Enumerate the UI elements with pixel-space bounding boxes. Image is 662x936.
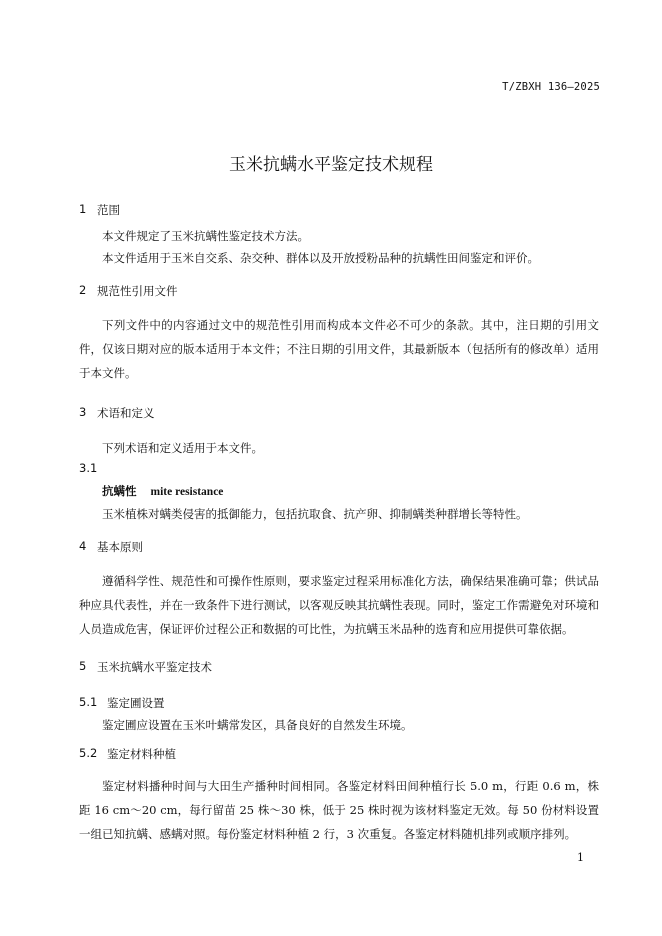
term-english: mite resistance bbox=[150, 486, 224, 498]
section-1-heading bbox=[79, 202, 599, 218]
paragraph: 下列文件中的内容通过文中的规范性引用而构成本文件必不可少的条款。其中，注日期的引用文件，仅该日期对应的版本适用于本文件；不注日期的引用文件，其最新版本（包括所有的修改单）适用于本文件。 bbox=[79, 318, 599, 380]
section-2-heading bbox=[79, 283, 599, 299]
subsection-title: 鉴定圃设置 bbox=[107, 696, 165, 710]
paragraph: 本文件规定了玉米抗螨性鉴定技术方法。 bbox=[102, 229, 309, 243]
standard-code: T/ZBXH 136—2025 bbox=[502, 81, 600, 93]
document-title: 玉米抗螨水平鉴定技术规程 bbox=[229, 155, 433, 175]
section-3-heading bbox=[79, 405, 599, 421]
term-entry bbox=[79, 483, 599, 499]
section-5-heading bbox=[79, 659, 599, 675]
subsection-number: 5.2 bbox=[79, 746, 98, 760]
paragraph: 鉴定圃应设置在玉米叶螨常发区，具备良好的自然发生环境。 bbox=[102, 718, 413, 732]
paragraph: 遵循科学性、规范性和可操作性原则，要求鉴定过程采用标准化方法，确保结果准确可靠；供试品种应具代表性，并在一致条件下进行测试，以客观反映其抗螨性表现。同时，鉴定工作需避免对环境和人员造成危害，保证评价过程公正和数据的可比性，为抗螨玉米品种的选育和应用提供可靠依据。 bbox=[79, 574, 599, 636]
subsection-title: 鉴定材料种植 bbox=[107, 747, 176, 761]
section-4-heading bbox=[79, 539, 599, 555]
term-definition: 玉米植株对螨类侵害的抵御能力，包括抗取食、抗产卵、抑制螨类种群增长等特性。 bbox=[102, 507, 528, 521]
section-number: 4 bbox=[79, 539, 87, 553]
paragraph: 本文件适用于玉米自交系、杂交种、群体以及开放授粉品种的抗螨性田间鉴定和评价。 bbox=[102, 251, 539, 265]
section-title: 基本原则 bbox=[97, 540, 143, 554]
section-title: 范围 bbox=[97, 203, 120, 217]
section-number: 5 bbox=[79, 659, 87, 673]
paragraph: 鉴定材料播种时间与大田生产播种时间相同。各鉴定材料田间种植行长 5.0 m，行距 0.6 m，株距 16 cm～20 cm，每行留苗 25 株～30 株，低于 25 株时视为该材料鉴定无效。每 50 份材料设置一组已知抗螨、感螨对照。每份鉴定材料种植 2 行，3 次重复。各鉴定材料随机排列或顺序排列。 bbox=[79, 779, 599, 841]
subsection-number: 5.1 bbox=[79, 695, 98, 709]
paragraph: 下列术语和定义适用于本文件。 bbox=[102, 441, 263, 455]
section-title: 规范性引用文件 bbox=[97, 284, 178, 298]
section-number: 3 bbox=[79, 405, 87, 419]
subsection-number: 3.1 bbox=[79, 461, 98, 475]
section-title: 玉米抗螨水平鉴定技术 bbox=[97, 660, 212, 674]
subsection-5-2-heading bbox=[79, 746, 599, 762]
section-title: 术语和定义 bbox=[97, 406, 155, 420]
subsection-5-1-heading bbox=[79, 695, 599, 711]
page-number: 1 bbox=[577, 851, 584, 864]
document-body bbox=[79, 198, 599, 846]
section-number: 2 bbox=[79, 283, 87, 297]
section-number: 1 bbox=[79, 202, 87, 216]
term-chinese: 抗螨性 bbox=[102, 484, 137, 498]
